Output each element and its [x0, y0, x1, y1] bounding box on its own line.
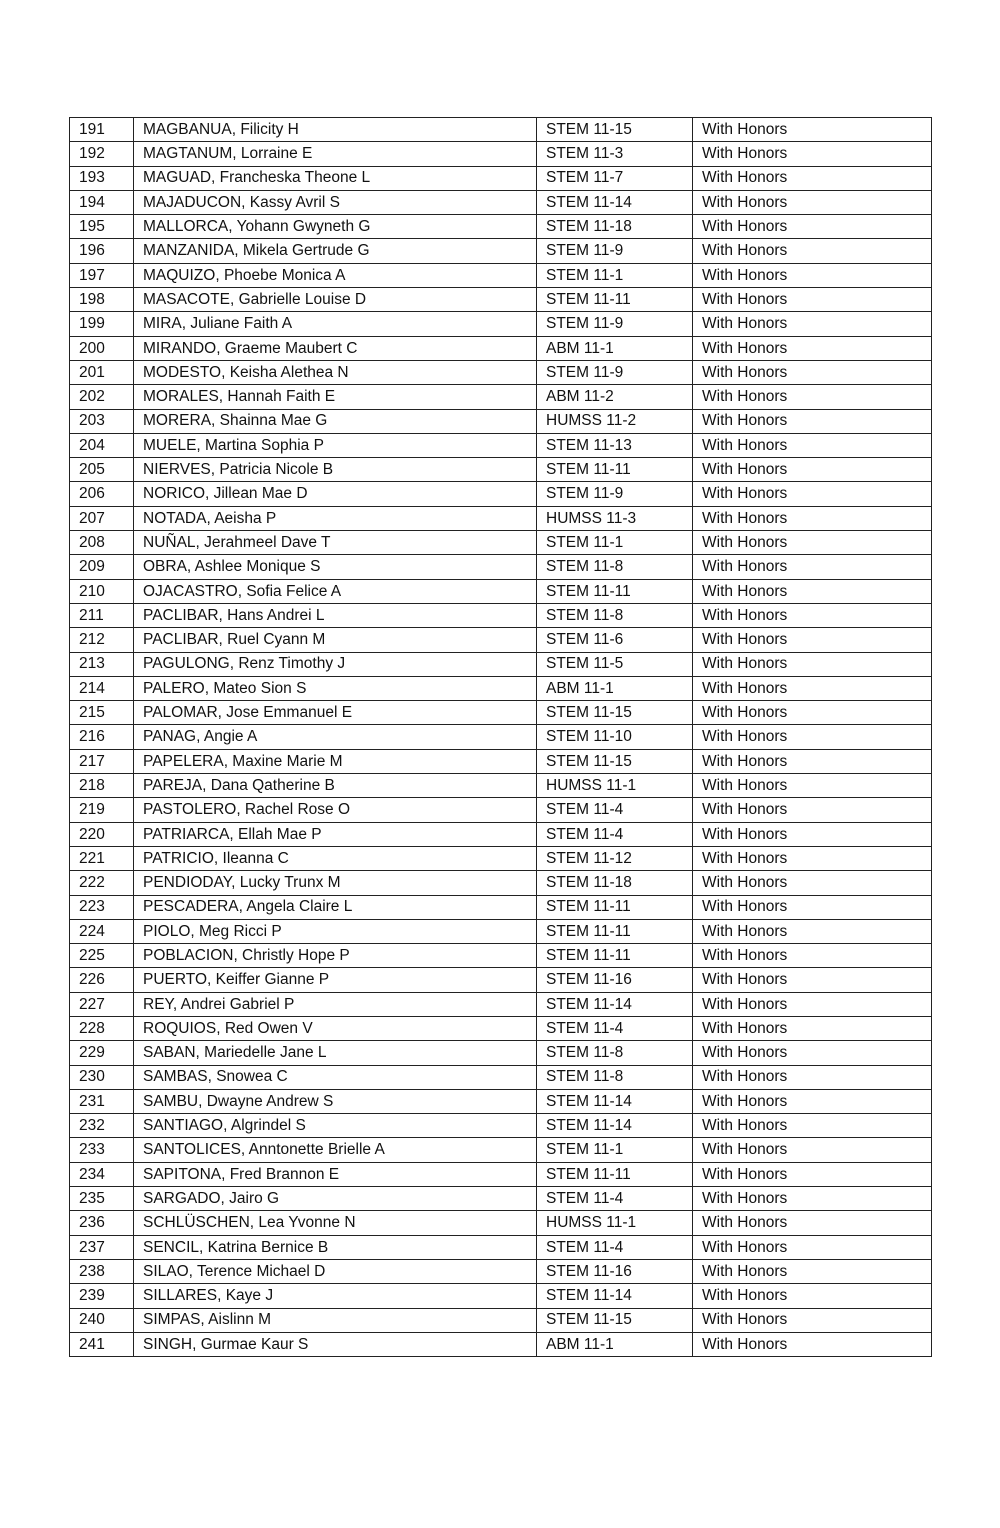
- student-name-cell: SIMPAS, Aislinn M: [134, 1308, 537, 1332]
- award-cell: With Honors: [693, 871, 932, 895]
- table-row: [70, 919, 932, 943]
- section-cell: STEM 11-8: [537, 603, 693, 627]
- section-cell: STEM 11-4: [537, 1187, 693, 1211]
- section-cell: STEM 11-11: [537, 1162, 693, 1186]
- award-cell: With Honors: [693, 336, 932, 360]
- section-cell: STEM 11-1: [537, 531, 693, 555]
- table-row: [70, 1284, 932, 1308]
- award-cell: With Honors: [693, 215, 932, 239]
- table-row: [70, 1016, 932, 1040]
- row-number-cell: 226: [70, 968, 134, 992]
- row-number-cell: 197: [70, 263, 134, 287]
- table-row: [70, 385, 932, 409]
- student-name-cell: SARGADO, Jairo G: [134, 1187, 537, 1211]
- row-number-cell: 232: [70, 1114, 134, 1138]
- table-row: [70, 603, 932, 627]
- award-cell: With Honors: [693, 919, 932, 943]
- table-row: [70, 166, 932, 190]
- row-number-cell: 210: [70, 579, 134, 603]
- row-number-cell: 218: [70, 774, 134, 798]
- row-number-cell: 215: [70, 701, 134, 725]
- award-cell: With Honors: [693, 433, 932, 457]
- section-cell: STEM 11-18: [537, 215, 693, 239]
- award-cell: With Honors: [693, 579, 932, 603]
- row-number-cell: 205: [70, 458, 134, 482]
- student-name-cell: PUERTO, Keiffer Gianne P: [134, 968, 537, 992]
- section-cell: HUMSS 11-1: [537, 774, 693, 798]
- row-number-cell: 225: [70, 944, 134, 968]
- section-cell: STEM 11-4: [537, 1235, 693, 1259]
- table-row: [70, 215, 932, 239]
- award-cell: With Honors: [693, 288, 932, 312]
- row-number-cell: 231: [70, 1089, 134, 1113]
- row-number-cell: 224: [70, 919, 134, 943]
- row-number-cell: 216: [70, 725, 134, 749]
- section-cell: STEM 11-16: [537, 1259, 693, 1283]
- table-row: [70, 968, 932, 992]
- section-cell: ABM 11-1: [537, 1332, 693, 1356]
- row-number-cell: 214: [70, 676, 134, 700]
- student-name-cell: PACLIBAR, Hans Andrei L: [134, 603, 537, 627]
- award-cell: With Honors: [693, 628, 932, 652]
- student-name-cell: MAQUIZO, Phoebe Monica A: [134, 263, 537, 287]
- row-number-cell: 198: [70, 288, 134, 312]
- row-number-cell: 202: [70, 385, 134, 409]
- section-cell: STEM 11-7: [537, 166, 693, 190]
- award-cell: With Honors: [693, 1089, 932, 1113]
- award-cell: With Honors: [693, 1235, 932, 1259]
- row-number-cell: 223: [70, 895, 134, 919]
- section-cell: ABM 11-1: [537, 676, 693, 700]
- award-cell: With Honors: [693, 774, 932, 798]
- table-row: [70, 944, 932, 968]
- section-cell: STEM 11-14: [537, 992, 693, 1016]
- section-cell: STEM 11-4: [537, 798, 693, 822]
- student-name-cell: NIERVES, Patricia Nicole B: [134, 458, 537, 482]
- section-cell: ABM 11-1: [537, 336, 693, 360]
- student-name-cell: MAJADUCON, Kassy Avril S: [134, 190, 537, 214]
- award-cell: With Honors: [693, 944, 932, 968]
- table-row: [70, 652, 932, 676]
- student-name-cell: PESCADERA, Angela Claire L: [134, 895, 537, 919]
- section-cell: STEM 11-11: [537, 288, 693, 312]
- row-number-cell: 199: [70, 312, 134, 336]
- table-row: [70, 895, 932, 919]
- row-number-cell: 209: [70, 555, 134, 579]
- table-row: [70, 1259, 932, 1283]
- section-cell: STEM 11-15: [537, 749, 693, 773]
- table-row: [70, 239, 932, 263]
- table-row: [70, 142, 932, 166]
- table-row: [70, 822, 932, 846]
- student-name-cell: SENCIL, Katrina Bernice B: [134, 1235, 537, 1259]
- table-body: [70, 118, 932, 1357]
- table-row: [70, 409, 932, 433]
- student-name-cell: SILAO, Terence Michael D: [134, 1259, 537, 1283]
- table-row: [70, 774, 932, 798]
- section-cell: STEM 11-18: [537, 871, 693, 895]
- row-number-cell: 201: [70, 360, 134, 384]
- row-number-cell: 191: [70, 118, 134, 142]
- student-name-cell: MORERA, Shainna Mae G: [134, 409, 537, 433]
- section-cell: STEM 11-9: [537, 239, 693, 263]
- award-cell: With Honors: [693, 1041, 932, 1065]
- award-cell: With Honors: [693, 822, 932, 846]
- row-number-cell: 219: [70, 798, 134, 822]
- table-row: [70, 1041, 932, 1065]
- row-number-cell: 212: [70, 628, 134, 652]
- row-number-cell: 196: [70, 239, 134, 263]
- award-cell: With Honors: [693, 1284, 932, 1308]
- student-name-cell: MANZANIDA, Mikela Gertrude G: [134, 239, 537, 263]
- section-cell: HUMSS 11-1: [537, 1211, 693, 1235]
- row-number-cell: 237: [70, 1235, 134, 1259]
- table-row: [70, 1187, 932, 1211]
- section-cell: STEM 11-14: [537, 190, 693, 214]
- table-row: [70, 1235, 932, 1259]
- table-row: [70, 555, 932, 579]
- row-number-cell: 236: [70, 1211, 134, 1235]
- student-name-cell: PALOMAR, Jose Emmanuel E: [134, 701, 537, 725]
- section-cell: STEM 11-14: [537, 1284, 693, 1308]
- student-name-cell: POBLACION, Christly Hope P: [134, 944, 537, 968]
- table-row: [70, 531, 932, 555]
- student-name-cell: PENDIODAY, Lucky Trunx M: [134, 871, 537, 895]
- award-cell: With Honors: [693, 360, 932, 384]
- award-cell: With Honors: [693, 506, 932, 530]
- row-number-cell: 208: [70, 531, 134, 555]
- student-name-cell: REY, Andrei Gabriel P: [134, 992, 537, 1016]
- table-row: [70, 1089, 932, 1113]
- award-cell: With Honors: [693, 992, 932, 1016]
- table-row: [70, 676, 932, 700]
- table-row: [70, 749, 932, 773]
- section-cell: HUMSS 11-3: [537, 506, 693, 530]
- section-cell: STEM 11-10: [537, 725, 693, 749]
- row-number-cell: 213: [70, 652, 134, 676]
- section-cell: STEM 11-4: [537, 822, 693, 846]
- row-number-cell: 206: [70, 482, 134, 506]
- row-number-cell: 222: [70, 871, 134, 895]
- student-name-cell: MIRA, Juliane Faith A: [134, 312, 537, 336]
- award-cell: With Honors: [693, 166, 932, 190]
- table-row: [70, 263, 932, 287]
- student-name-cell: PAPELERA, Maxine Marie M: [134, 749, 537, 773]
- student-name-cell: SILLARES, Kaye J: [134, 1284, 537, 1308]
- award-cell: With Honors: [693, 725, 932, 749]
- award-cell: With Honors: [693, 312, 932, 336]
- table-row: [70, 336, 932, 360]
- section-cell: STEM 11-1: [537, 1138, 693, 1162]
- award-cell: With Honors: [693, 1114, 932, 1138]
- student-name-cell: SANTOLICES, Anntonette Brielle A: [134, 1138, 537, 1162]
- section-cell: STEM 11-13: [537, 433, 693, 457]
- section-cell: ABM 11-2: [537, 385, 693, 409]
- student-name-cell: PAREJA, Dana Qatherine B: [134, 774, 537, 798]
- award-cell: With Honors: [693, 1211, 932, 1235]
- award-cell: With Honors: [693, 1308, 932, 1332]
- section-cell: STEM 11-16: [537, 968, 693, 992]
- section-cell: STEM 11-8: [537, 555, 693, 579]
- row-number-cell: 195: [70, 215, 134, 239]
- student-name-cell: PACLIBAR, Ruel Cyann M: [134, 628, 537, 652]
- student-name-cell: SABAN, Mariedelle Jane L: [134, 1041, 537, 1065]
- student-name-cell: SANTIAGO, Algrindel S: [134, 1114, 537, 1138]
- row-number-cell: 238: [70, 1259, 134, 1283]
- award-cell: With Honors: [693, 652, 932, 676]
- section-cell: STEM 11-4: [537, 1016, 693, 1040]
- table-row: [70, 1114, 932, 1138]
- award-cell: With Honors: [693, 846, 932, 870]
- student-name-cell: PAGULONG, Renz Timothy J: [134, 652, 537, 676]
- table-row: [70, 190, 932, 214]
- student-name-cell: PASTOLERO, Rachel Rose O: [134, 798, 537, 822]
- section-cell: STEM 11-9: [537, 312, 693, 336]
- table-row: [70, 1308, 932, 1332]
- award-cell: With Honors: [693, 409, 932, 433]
- student-name-cell: MASACOTE, Gabrielle Louise D: [134, 288, 537, 312]
- student-name-cell: PATRICIO, Ileanna C: [134, 846, 537, 870]
- row-number-cell: 240: [70, 1308, 134, 1332]
- table-row: [70, 701, 932, 725]
- section-cell: STEM 11-5: [537, 652, 693, 676]
- table-row: [70, 482, 932, 506]
- row-number-cell: 207: [70, 506, 134, 530]
- award-cell: With Honors: [693, 482, 932, 506]
- award-cell: With Honors: [693, 1187, 932, 1211]
- student-name-cell: NUÑAL, Jerahmeel Dave T: [134, 531, 537, 555]
- table-row: [70, 846, 932, 870]
- award-cell: With Honors: [693, 1259, 932, 1283]
- row-number-cell: 239: [70, 1284, 134, 1308]
- table-row: [70, 1211, 932, 1235]
- award-cell: With Honors: [693, 603, 932, 627]
- student-name-cell: MALLORCA, Yohann Gwyneth G: [134, 215, 537, 239]
- student-name-cell: MAGUAD, Francheska Theone L: [134, 166, 537, 190]
- section-cell: STEM 11-9: [537, 360, 693, 384]
- student-name-cell: MORALES, Hannah Faith E: [134, 385, 537, 409]
- student-name-cell: MAGTANUM, Lorraine E: [134, 142, 537, 166]
- student-name-cell: OJACASTRO, Sofia Felice A: [134, 579, 537, 603]
- table-row: [70, 1138, 932, 1162]
- student-name-cell: SAPITONA, Fred Brannon E: [134, 1162, 537, 1186]
- section-cell: STEM 11-11: [537, 895, 693, 919]
- award-cell: With Honors: [693, 263, 932, 287]
- row-number-cell: 211: [70, 603, 134, 627]
- section-cell: STEM 11-9: [537, 482, 693, 506]
- section-cell: STEM 11-14: [537, 1089, 693, 1113]
- student-name-cell: ROQUIOS, Red Owen V: [134, 1016, 537, 1040]
- section-cell: STEM 11-12: [537, 846, 693, 870]
- student-name-cell: OBRA, Ashlee Monique S: [134, 555, 537, 579]
- award-cell: With Honors: [693, 895, 932, 919]
- section-cell: STEM 11-11: [537, 944, 693, 968]
- section-cell: STEM 11-3: [537, 142, 693, 166]
- row-number-cell: 192: [70, 142, 134, 166]
- row-number-cell: 235: [70, 1187, 134, 1211]
- section-cell: STEM 11-15: [537, 701, 693, 725]
- student-name-cell: SINGH, Gurmae Kaur S: [134, 1332, 537, 1356]
- table-row: [70, 360, 932, 384]
- section-cell: STEM 11-11: [537, 458, 693, 482]
- student-name-cell: SCHLÜSCHEN, Lea Yvonne N: [134, 1211, 537, 1235]
- row-number-cell: 217: [70, 749, 134, 773]
- award-cell: With Honors: [693, 458, 932, 482]
- award-cell: With Honors: [693, 749, 932, 773]
- row-number-cell: 228: [70, 1016, 134, 1040]
- student-name-cell: MAGBANUA, Filicity H: [134, 118, 537, 142]
- student-name-cell: MODESTO, Keisha Alethea N: [134, 360, 537, 384]
- row-number-cell: 234: [70, 1162, 134, 1186]
- award-cell: With Honors: [693, 1162, 932, 1186]
- honors-table: [69, 117, 932, 1357]
- row-number-cell: 221: [70, 846, 134, 870]
- award-cell: With Honors: [693, 1332, 932, 1356]
- row-number-cell: 200: [70, 336, 134, 360]
- table-row: [70, 288, 932, 312]
- table-row: [70, 1162, 932, 1186]
- student-name-cell: SAMBU, Dwayne Andrew S: [134, 1089, 537, 1113]
- student-name-cell: SAMBAS, Snowea C: [134, 1065, 537, 1089]
- student-name-cell: MUELE, Martina Sophia P: [134, 433, 537, 457]
- row-number-cell: 233: [70, 1138, 134, 1162]
- table-row: [70, 798, 932, 822]
- table-row: [70, 458, 932, 482]
- award-cell: With Honors: [693, 239, 932, 263]
- table-row: [70, 118, 932, 142]
- award-cell: With Honors: [693, 676, 932, 700]
- student-name-cell: PALERO, Mateo Sion S: [134, 676, 537, 700]
- row-number-cell: 203: [70, 409, 134, 433]
- table-row: [70, 1065, 932, 1089]
- award-cell: With Honors: [693, 1065, 932, 1089]
- section-cell: HUMSS 11-2: [537, 409, 693, 433]
- section-cell: STEM 11-1: [537, 263, 693, 287]
- award-cell: With Honors: [693, 1016, 932, 1040]
- row-number-cell: 204: [70, 433, 134, 457]
- row-number-cell: 229: [70, 1041, 134, 1065]
- table-row: [70, 1332, 932, 1356]
- student-name-cell: PATRIARCA, Ellah Mae P: [134, 822, 537, 846]
- award-cell: With Honors: [693, 555, 932, 579]
- section-cell: STEM 11-15: [537, 118, 693, 142]
- table-row: [70, 725, 932, 749]
- award-cell: With Honors: [693, 701, 932, 725]
- award-cell: With Honors: [693, 968, 932, 992]
- award-cell: With Honors: [693, 385, 932, 409]
- student-name-cell: NORICO, Jillean Mae D: [134, 482, 537, 506]
- table-row: [70, 506, 932, 530]
- row-number-cell: 220: [70, 822, 134, 846]
- row-number-cell: 241: [70, 1332, 134, 1356]
- section-cell: STEM 11-8: [537, 1065, 693, 1089]
- student-name-cell: PIOLO, Meg Ricci P: [134, 919, 537, 943]
- section-cell: STEM 11-14: [537, 1114, 693, 1138]
- table-row: [70, 871, 932, 895]
- award-cell: With Honors: [693, 118, 932, 142]
- table-row: [70, 992, 932, 1016]
- student-name-cell: PANAG, Angie A: [134, 725, 537, 749]
- section-cell: STEM 11-11: [537, 579, 693, 603]
- row-number-cell: 230: [70, 1065, 134, 1089]
- award-cell: With Honors: [693, 142, 932, 166]
- student-name-cell: NOTADA, Aeisha P: [134, 506, 537, 530]
- row-number-cell: 227: [70, 992, 134, 1016]
- award-cell: With Honors: [693, 190, 932, 214]
- table-row: [70, 433, 932, 457]
- award-cell: With Honors: [693, 1138, 932, 1162]
- table-row: [70, 628, 932, 652]
- section-cell: STEM 11-11: [537, 919, 693, 943]
- row-number-cell: 193: [70, 166, 134, 190]
- award-cell: With Honors: [693, 531, 932, 555]
- section-cell: STEM 11-8: [537, 1041, 693, 1065]
- award-cell: With Honors: [693, 798, 932, 822]
- section-cell: STEM 11-15: [537, 1308, 693, 1332]
- row-number-cell: 194: [70, 190, 134, 214]
- section-cell: STEM 11-6: [537, 628, 693, 652]
- student-name-cell: MIRANDO, Graeme Maubert C: [134, 336, 537, 360]
- table-row: [70, 312, 932, 336]
- table-row: [70, 579, 932, 603]
